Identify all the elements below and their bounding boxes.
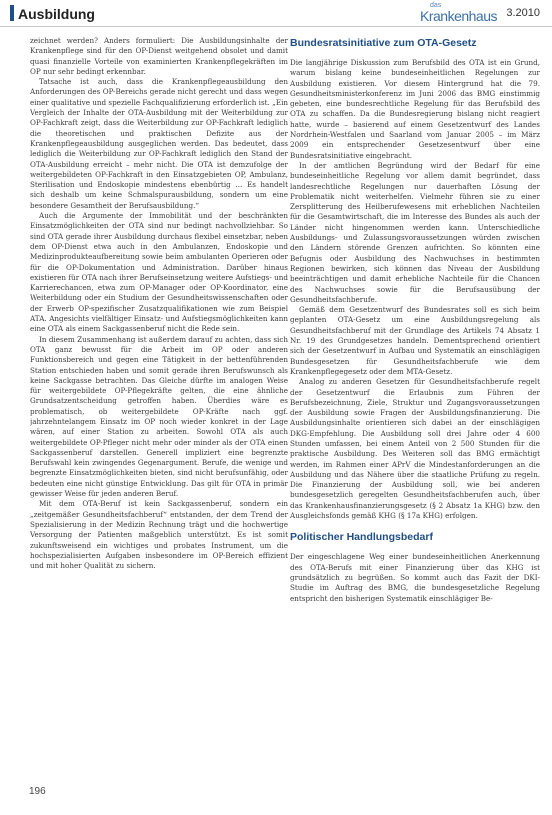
paragraph: Mit dem OTA-Beruf ist kein Sackgassenberuf, sondern ein „zeitgemäßer Gesundheitsfachberuf“ entstanden, der dem Trend der Spezialisierung in der Medizin Rechnung trägt und die hochwertige Versorgung der Patienten maßgeblich unterstützt. Es ist somit zukunftsweisend ein wichtiges und probates Instrument, um die hochspezialisierten Aufgaben insbesondere im OP-Bereich effizient und mit hoher Qualität zu sichern. [30,499,288,571]
page-number: 196 [29,786,46,797]
paragraph: Auch die Argumente der Immobilität und der beschränkten Einsatzmöglichkeiten der OTA sind nur bedingt nachvollziehbar. So sind OTA gerade ihrer Ausbildung durchaus flexibel einsetzbar, neben dem OP-Dienst etwa auch in den Ambulanzen, Endoskopie und Medizinprodukteaufbereitung sowie beim ambulanten Operieren oder für die OP-Dokumentation und Administration. Darüber hinaus existieren für OTA nach ihrer Berufseinsetzung weitere Aufstiegs- und Karrierechancen, etwa zum OP-Manager oder OP-Koordinator, eine Weiterbildung oder ein Studium der Gesundheitswissenschaften oder der Erwerb OP-spezifischer Zusatzqualifikationen wie zum Beispiel ATA. Angesichts vielfältiger Einsatz- und Aufstiegsmöglichkeiten kann eine OTA als einem Sackgassenberuf nicht die Rede sein. [30,211,288,334]
left-column [30,36,288,788]
paragraph: zeichnet werden? Anders formuliert: Die Ausbildungsinhalte der Krankenpflege sind für den OP-Dienst weitgehend obsolet und damit quasi finanzielle Vorteile von examinierten Krankenpflegekräften im OP nur sehr bedingt erkennbar. [30,36,288,76]
section-marker [10,5,14,21]
paragraph: Gemäß dem Gesetzentwurf des Bundesrates soll es sich beim geplanten OTA-Gesetz um eine Ausbildungsregelung als Gesundheitsfachberuf mit der Grundlage des Artikels 74 Absatz 1 Nr. 19 des Grundgesetzes handeln. Dementsprechend orientiert sich der Gesetzentwurf in Aufbau und Systematik an einschlägigen Bundesgesetzen für Gesundheitsfachberufe wie dem Krankenpflegegesetz oder dem MTA-Gesetz. [290,305,540,376]
section-title: Ausbildung [18,6,95,22]
logo-prefix: das [430,2,442,9]
paragraph: Tatsache ist auch, dass die Krankenpflegeausbildung den Anforderungen des OP-Bereichs gerade nicht gerecht und dass wegen einer qualitative und spezielle Fachqualifizierung erforderlich ist. „Ein Vergleich der Inhalte der OTA-Ausbildung mit der Weiterbildung zur OP-Fachkraft zeigt, dass die Weiterbildung zur OP-Fachkraft lediglich die theoretischen und praktischen Defizite aus der Krankenpflegeausbildung ausgeglichen werden. Das bedeutet, dass lediglich die Weiterbildung zur OP-Fachkraft lediglich den Stand der OTA-Ausbildung erreicht – mehr nicht. Die OTA ist demzufolge der weitergebildeten OP-Fachkraft in den Einsatzgebieten OP, Ambulanz, Sterilisation und Endoskopie mindestens ebenbürtig … Es handelt sich deshalb um keine Schmalspurausbildung, sondern um eine besondere Gesamtheit der Berufsausbildung.“ [30,77,288,210]
paragraph: Analog zu anderen Gesetzen für Gesundheitsfachberufe regelt der Gesetzentwurf die Erlaubnis zum Führen der Berufsbezeichnung, Ziele, Struktur und Zugangsvoraussetzungen der Ausbildung sowie Fragen der Ausbildungsfinanzierung. Die Ausbildungsinhalte orientieren sich dabei an der einschlägigen DKG-Empfehlung. Die Ausbildung soll drei Jahre oder 4 600 Stunden umfassen, bei einem Anteil von 2 500 Stunden für die praktische Ausbildung. Des Weiteren soll das BMG ermächtigt werden, im Rahmen einer APrV die Mindestanforderungen an die Ausbildung und das Nähere über die staatliche Prüfung zu regeln. Die Finanzierung der Ausbildung soll, wie bei anderen bundesgesetzlich geregelten Gesundheitsfachberufen auch, über das Krankenhausfinanzierungsgesetz (§ 2 Absatz 1a KHG) bzw. den Ausgleichsfonds gemäß KHG (§ 17a KHG) erfolgen. [290,377,540,521]
section-heading: Bundesratsinitiative zum OTA-Gesetz [290,37,477,49]
right-column [290,34,540,786]
page-header [0,0,552,27]
issue-number: 3.2010 [506,7,540,19]
paragraph: In diesem Zusammenhang ist außerdem darauf zu achten, dass sich OTA ganz bewusst für die Arbeit im OP oder anderen Funktionsbereich und gegen eine Tätigkeit in der bettenführenden Station entschieden haben und somit gerade ihren Berufswunsch als keine Sackgasse betrachten. Das Gleiche dürfte im analogen Weise für weitergebildete OP-Pflegekräfte gelten, die eine ähnliche Grundsatzentscheidung getroffen haben. Überdies wäre es problematisch, ob weitergebildete OP-Kräfte nach ggf. jahrzehntelangem Einsatz im OP noch wieder konkret in der Lage wären, auf einer Station zu arbeiten. Sowohl OTA als auch weitergebildete OP-Pfleger nicht mehr oder minder als der OTA einen Sackgassenberuf darstellen. Generell impliziert eine begrenzte Berufswahl kein zwingendes Gegenargument. Berufe, die wenige und begrenzte Einsatzmöglichkeiten bieten, sind nicht berufsunfähig, oder bedeuten eine nicht günstige Entwicklung. Das gilt für OTA in primär gewisser Weise für jeden anderen Beruf. [30,334,288,499]
paragraph: Der eingeschlagene Weg einer bundeseinheitlichen Anerkennung des OTA-Berufs mit einer Finanzierung über das KHG ist grundsätzlich zu begrüßen. So kommt auch das Fazit der DKI-Studie im Auftrag des BMG, die bundesgesetzliche Regelung entspricht den bisherigen Systematik einschlägiger Be- [290,552,540,603]
paragraph: In der amtlichen Begründung wird der Bedarf für eine bundeseinheitliche Regelung vor allem damit begründet, dass landesrechtliche Regelungen nur dauerhaften Lösung der Problematik nicht weiterhelfen. Vielmehr führen sie zu einer Zersplitterung des Heilberufewesens mit erheblichen Nachteilen für die Gesamtwirtschaft, die im Interesse des Bundes als auch der Länder nicht hingenommen werden kann. Unterschiedliche Ausbildungs- und Zulassungsvoraussetzungen würden zwischen den Ländern störende Grenzen aufrichten. So könnten eine Befugnis oder Ausbildung des Nachwuchses in bestimmten Regionen bewirken, sich können das Niveau der Ausbildung beeinträchtigen und damit erhebliche Nachteile für die Chancen des Nachwuchses sowie für die Berufsausübung der Gesundheitsfachberufe. [290,160,540,304]
section-heading: Politischer Handlungsbedarf [290,531,433,544]
logo-title: Krankenhaus [420,8,498,24]
paragraph: Die langjährige Diskussion zum Berufsbild des OTA ist ein Grund, warum bislang keine bundeseinheitlichen Regelungen zur Ausbildung existieren. Vor diesem Hintergrund hat die 79. Gesundheitsministerkonferenz im Juni 2006 das BMG einstimmig gebeten, eine bundesrechtliche Regelung für das Berufsbild des OTA zu schaffen. Da die Bundesregierung bislang nicht reagiert hatte, wurde – basierend auf einem Gesetzentwurf des Landes Nordrhein-Westfalen und Saarland vom Januar 2005 – im März 2009 ein entsprechender Gesetzesentwurf über eine Bundesratsinitiative eingebracht. [290,58,540,160]
journal-logo [420,2,498,24]
